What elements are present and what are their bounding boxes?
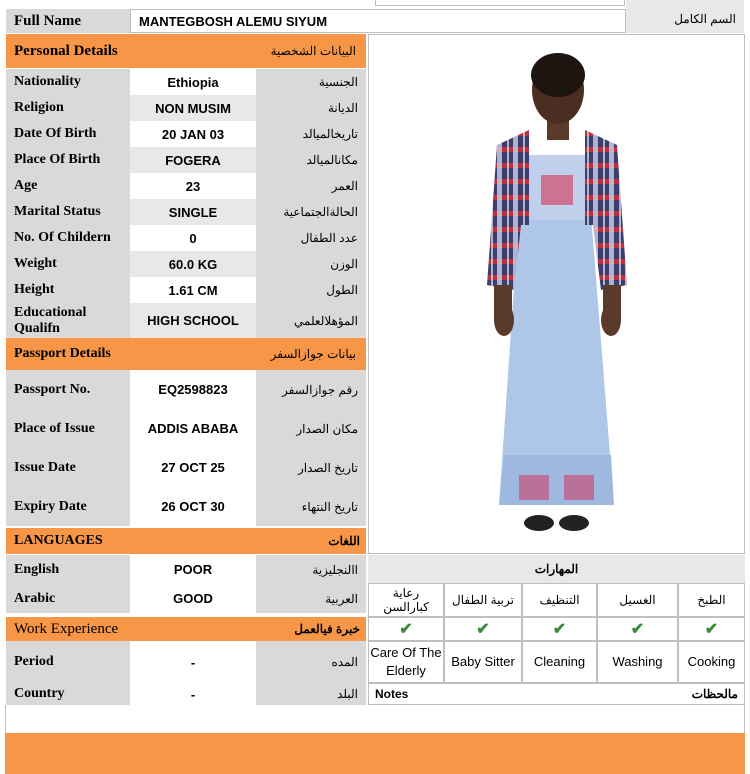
row-label: No. Of Childern <box>6 225 130 251</box>
row-arabic-label: تاريخ النتهاء <box>256 487 366 526</box>
top-cutoff-row <box>375 0 625 6</box>
row-value: NON MUSIM <box>130 95 256 121</box>
passport-details-title-ar: بيانات جوازالسفر <box>130 338 366 370</box>
languages-title-ar: اللغات <box>328 534 360 548</box>
personal-details-title: Personal Details <box>14 42 118 59</box>
row-label: Marital Status <box>6 199 130 225</box>
row-arabic-label: العربية <box>256 584 366 613</box>
row-label: Educational Qualifn <box>6 303 130 338</box>
full-name-label: Full Name <box>6 9 130 33</box>
row-arabic-label: تاريخ الصدار <box>256 448 366 487</box>
checkmark-icon: ✔ <box>368 617 444 641</box>
skill-arabic-label: الغسيل <box>597 583 678 617</box>
row-label: Passport No. <box>6 370 130 409</box>
row-value: 60.0 KG <box>130 251 256 277</box>
row-value: 26 OCT 30 <box>130 487 256 526</box>
row-label: Arabic <box>6 584 130 613</box>
row-arabic-label: الوزن <box>256 251 366 277</box>
languages-title: LANGUAGES <box>14 533 103 548</box>
row-arabic-label: الديانة <box>256 95 366 121</box>
row-value: 27 OCT 25 <box>130 448 256 487</box>
row-label: Issue Date <box>6 448 130 487</box>
row-arabic-label: البلد <box>256 683 366 705</box>
full-name-arabic: السم الكامل <box>626 0 744 33</box>
languages-header <box>6 528 366 554</box>
row-value: GOOD <box>130 584 256 613</box>
row-value: - <box>130 683 256 705</box>
row-value: POOR <box>130 555 256 584</box>
checkmark-icon: ✔ <box>444 617 522 641</box>
row-arabic-label: رقم جوازالسفر <box>256 370 366 409</box>
row-arabic-label: العمر <box>256 173 366 199</box>
row-arabic-label: المؤهلالعلمي <box>256 303 366 338</box>
row-label: Period <box>6 641 130 683</box>
work-experience-title-ar: خبرة فيالعمل <box>294 622 360 636</box>
passport-details-header <box>6 338 130 370</box>
skill-arabic-label: التنظيف <box>522 583 597 617</box>
notes-label: Notes <box>375 687 409 701</box>
row-label: Age <box>6 173 130 199</box>
row-arabic-label: عدد الطفال <box>256 225 366 251</box>
row-value: SINGLE <box>130 199 256 225</box>
row-value: - <box>130 641 256 683</box>
row-value: Ethiopia <box>130 69 256 95</box>
row-arabic-label: الحالةالجتماعية <box>256 199 366 225</box>
row-label: Place Of Birth <box>6 147 130 173</box>
footer-bar <box>5 733 745 774</box>
row-arabic-label: الجنسية <box>256 69 366 95</box>
row-label: Religion <box>6 95 130 121</box>
row-value: FOGERA <box>130 147 256 173</box>
row-label: Expiry Date <box>6 487 130 526</box>
full-name-value: MANTEGBOSH ALEMU SIYUM <box>130 9 626 33</box>
row-arabic-label: مكانالميالد <box>256 147 366 173</box>
skill-arabic-label: الطبخ <box>678 583 745 617</box>
row-label: Date Of Birth <box>6 121 130 147</box>
row-label: Nationality <box>6 69 130 95</box>
row-label: Weight <box>6 251 130 277</box>
row-value: 23 <box>130 173 256 199</box>
row-label: Place of Issue <box>6 409 130 448</box>
skill-english-label: Cooking <box>678 641 745 683</box>
candidate-photo <box>368 34 745 554</box>
work-experience-title: Work Experience <box>14 620 119 637</box>
row-value: HIGH SCHOOL <box>130 303 256 338</box>
checkmark-icon: ✔ <box>522 617 597 641</box>
row-value: 20 JAN 03 <box>130 121 256 147</box>
skill-english-label: Care Of The Elderly <box>368 641 444 683</box>
row-value: 1.61 CM <box>130 277 256 303</box>
personal-details-title-ar: البيانات الشخصية <box>270 44 356 58</box>
passport-details-title: Passport Details <box>14 346 111 361</box>
frame-right <box>744 705 745 733</box>
skills-header: المهارات <box>368 555 745 583</box>
work-experience-header <box>6 617 366 641</box>
notes-row <box>368 683 745 705</box>
frame-left <box>5 705 6 733</box>
personal-details-header <box>6 34 366 68</box>
row-label: Height <box>6 277 130 303</box>
skill-english-label: Baby Sitter <box>444 641 522 683</box>
skill-arabic-label: رعاية كبارالسن <box>368 583 444 617</box>
row-arabic-label: االنجليزية <box>256 555 366 584</box>
row-label: Country <box>6 683 130 705</box>
checkmark-icon: ✔ <box>597 617 678 641</box>
row-value: EQ2598823 <box>130 370 256 409</box>
row-arabic-label: تاريخالميالد <box>256 121 366 147</box>
row-value: ADDIS ABABA <box>130 409 256 448</box>
row-arabic-label: المده <box>256 641 366 683</box>
row-arabic-label: الطول <box>256 277 366 303</box>
skill-english-label: Washing <box>597 641 678 683</box>
notes-label-ar: مالحظات <box>691 687 738 701</box>
checkmark-icon: ✔ <box>678 617 745 641</box>
row-value: 0 <box>130 225 256 251</box>
row-label: English <box>6 555 130 584</box>
skill-arabic-label: تربية الطفال <box>444 583 522 617</box>
row-arabic-label: مكان الصدار <box>256 409 366 448</box>
skill-english-label: Cleaning <box>522 641 597 683</box>
person-photo-illustration <box>369 35 746 555</box>
